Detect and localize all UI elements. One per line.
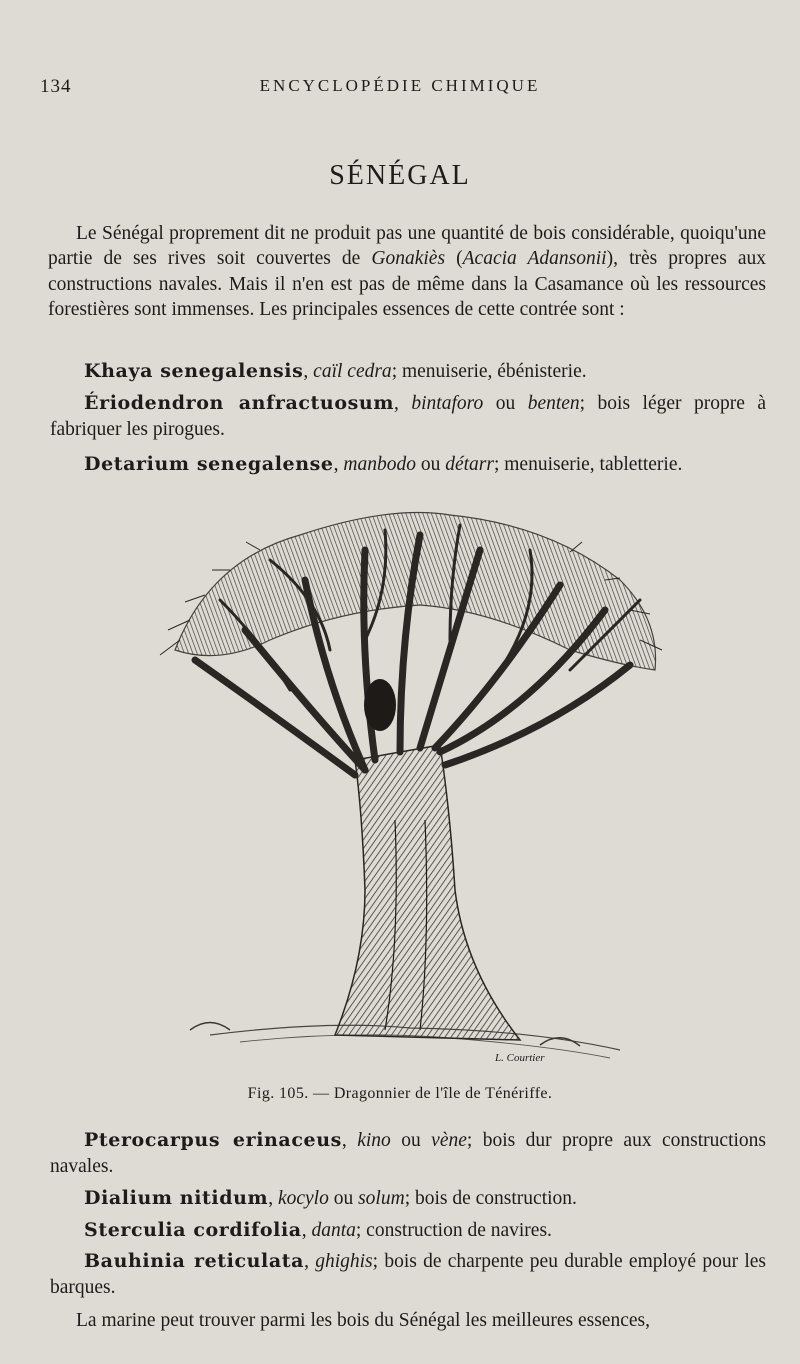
separator: , [303, 361, 314, 382]
intro-line-2e: ), [606, 248, 618, 270]
species-name: Ériodendron anfractuosum [84, 392, 395, 414]
common-name: danta [311, 1220, 356, 1241]
common-name: manbodo [343, 454, 416, 475]
common-name: ghighis [315, 1251, 373, 1272]
species-use: ; bois de charpente peu durable employé pour les barques. [50, 1251, 767, 1298]
intro-acacia: Acacia Adansonii [462, 248, 607, 270]
common-name-alt: vène [431, 1130, 467, 1151]
species-use: ; menuiserie, tabletterie. [493, 454, 683, 475]
conjunction: ou [483, 393, 528, 414]
common-name: kocylo [277, 1188, 329, 1209]
species-name: Detarium senegalense [84, 453, 334, 475]
species-entry [50, 1249, 766, 1300]
page-number: 134 [40, 76, 72, 97]
intro-line-2c: ( [445, 248, 463, 270]
intro-paragraph [48, 221, 766, 323]
intro-line-3: très propres aux constructions navales. Mais il n'en est pas de même dans la [48, 248, 767, 295]
species-entry [50, 452, 766, 478]
page-header [40, 76, 760, 100]
species-entry [50, 359, 766, 385]
common-name-alt: détarr [445, 454, 494, 475]
conjunction: ou [328, 1188, 359, 1209]
conjunction: ou [390, 1130, 432, 1151]
intro-gonakies: Gonakiès [371, 248, 446, 270]
common-name-alt: solum [358, 1188, 405, 1209]
common-name: bintaforo [411, 393, 484, 414]
section-title: SÉNÉGAL [329, 160, 471, 191]
species-use: ; bois léger propre à fabriquer les pirogues. [50, 393, 766, 440]
separator: , [268, 1188, 278, 1209]
figure-caption: Fig. 105. — Dragonnier de l'île de Ténériffe. [247, 1085, 553, 1102]
separator: , [333, 454, 344, 475]
species-name: Khaya senegalensis [84, 360, 304, 382]
species-name: Pterocarpus erinaceus [84, 1129, 342, 1151]
species-name: Bauhinia reticulata [84, 1250, 305, 1272]
intro-line-5: de cette contrée sont : [454, 299, 625, 321]
dragon-tree-illustration [150, 490, 670, 1080]
species-entry [50, 1218, 766, 1244]
separator: , [341, 1130, 358, 1151]
intro-line-1: Le Sénégal proprement dit ne produit pas une quantité de bois considérable, [76, 223, 675, 244]
engraver-signature: L. Courtier [495, 1052, 545, 1064]
species-use: ; bois de construction. [404, 1188, 577, 1209]
running-title: ENCYCLOPÉDIE CHIMIQUE [259, 76, 541, 95]
separator: , [394, 393, 412, 414]
separator: , [301, 1220, 312, 1241]
species-entry [50, 1186, 766, 1212]
common-name: kino [357, 1130, 391, 1151]
common-name-alt: benten [527, 393, 580, 414]
conjunction: ou [415, 454, 446, 475]
intro-line-2a: quoiqu'une partie de ses rives soit couvertes de [48, 223, 766, 270]
intro-line-4: Casamance où les ressources forestières sont immenses. Les principales essences [48, 273, 767, 321]
species-name: Sterculia cordifolia [84, 1219, 302, 1241]
species-use: ; construction de navires. [355, 1220, 552, 1241]
separator: , [304, 1251, 316, 1272]
species-entry [50, 391, 766, 442]
closing-paragraph: La marine peut trouver parmi les bois du Sénégal les meilleures essences, [76, 1310, 650, 1331]
dragon-tree-engraving [150, 490, 670, 1080]
species-entry [50, 1128, 766, 1179]
species-name: Dialium nitidum [84, 1187, 269, 1209]
species-use: ; menuiserie, ébénisterie. [391, 361, 587, 382]
species-use: ; bois dur propre aux constructions navales. [50, 1130, 767, 1177]
common-name: caïl cedra [313, 361, 392, 382]
